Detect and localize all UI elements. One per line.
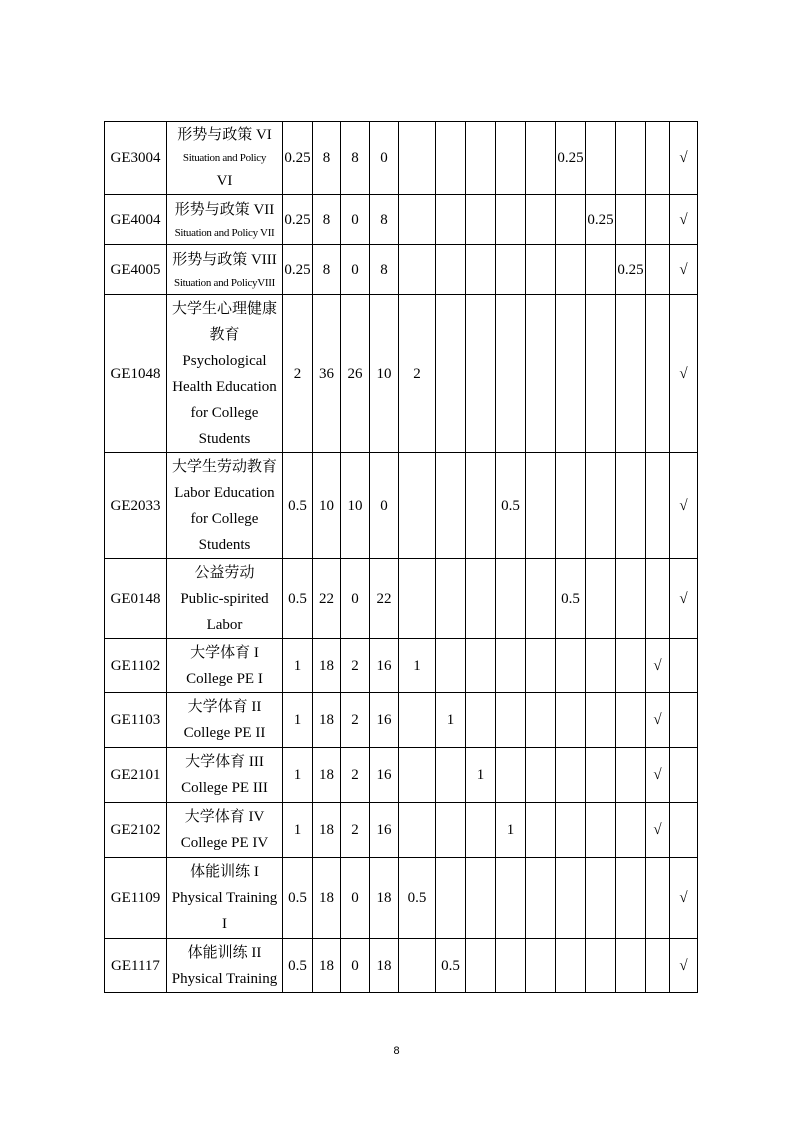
course-name-line: Physical Training [171,970,278,987]
table-cell: 16 [370,639,399,693]
table-cell [556,295,586,453]
table-cell: 2 [341,639,370,693]
table-row [105,748,698,803]
table-cell [526,939,556,993]
table-row [105,693,698,748]
table-cell [526,693,556,748]
course-name [167,639,283,693]
table-cell: 18 [313,639,341,693]
table-cell [556,195,586,245]
table-cell: √ [646,693,670,748]
table-cell [646,939,670,993]
table-cell [436,295,466,453]
course-name-line: 大学生劳动教育 [171,458,277,475]
table-cell [586,693,616,748]
table-cell [466,453,496,559]
course-name [167,748,283,803]
table-cell [616,693,646,748]
table-cell: √ [670,195,698,245]
table-cell: 0.5 [283,939,313,993]
table-cell [616,748,646,803]
table-cell [646,245,670,295]
table-cell: 10 [370,295,399,453]
course-name [167,803,283,858]
table-cell [556,803,586,858]
course-name-line: College PE I [186,670,263,687]
course-code: GE4004 [105,195,167,245]
table-cell [586,858,616,939]
course-name [167,939,283,993]
table-cell [616,295,646,453]
table-cell [496,639,526,693]
course-name-line: Students [198,430,251,447]
table-cell [586,453,616,559]
course-code: GE1103 [105,693,167,748]
course-name-line: 大学体育 III [185,754,264,770]
table-cell: 18 [370,939,399,993]
course-name-line: 体能训练 I [190,864,259,880]
table-cell [556,245,586,295]
table-row [105,559,698,639]
table-cell: 0.25 [283,245,313,295]
table-cell: √ [670,939,698,993]
table-cell [616,195,646,245]
table-cell [399,453,436,559]
course-name [167,122,283,195]
course-name-line: for College [190,404,259,421]
table-cell: 0 [341,195,370,245]
table-cell [526,748,556,803]
course-name-line: College PE II [183,725,266,741]
course-code: GE2102 [105,803,167,858]
course-name-english: Situation and PolicyVIII [174,276,275,289]
table-cell [496,295,526,453]
table-cell: 18 [313,748,341,803]
table-cell [436,803,466,858]
table-row [105,195,698,245]
table-cell [526,639,556,693]
table-cell: 10 [341,453,370,559]
course-name-line: 体能训练 II [187,944,262,961]
course-name-line: College PE III [181,780,268,796]
table-cell [526,803,556,858]
table-cell: 0.25 [283,122,313,195]
table-cell [496,195,526,245]
table-cell [526,245,556,295]
table-cell [616,939,646,993]
table-cell [496,245,526,295]
table-cell [526,559,556,639]
course-name-line: Health Education [172,378,277,395]
table-cell: 0 [341,559,370,639]
table-cell: 1 [283,639,313,693]
course-code: GE2033 [105,453,167,559]
course-name-english: Situation and Policy VII [174,226,275,239]
table-cell [399,693,436,748]
table-cell: √ [670,122,698,195]
table-cell: 2 [341,748,370,803]
table-cell [646,195,670,245]
table-row [105,245,698,295]
table-cell [466,803,496,858]
table-body [105,122,698,993]
course-name-line: I [222,916,227,932]
table-cell [496,693,526,748]
table-cell [436,559,466,639]
table-cell: 16 [370,803,399,858]
table-cell [556,453,586,559]
course-name-line: 大学体育 I [190,644,259,661]
table-cell: √ [670,559,698,639]
course-name [167,295,283,453]
table-cell [399,195,436,245]
course-name-line: College PE IV [180,835,269,851]
table-cell: 0.5 [283,858,313,939]
table-cell: 36 [313,295,341,453]
course-name [167,195,283,245]
table-cell [436,195,466,245]
table-cell [556,693,586,748]
table-cell: 8 [341,122,370,195]
table-cell [496,939,526,993]
table-cell: 0.5 [556,559,586,639]
table-cell: 16 [370,748,399,803]
course-name-line: Physical Training [171,890,278,906]
course-name-tail: VI [216,173,233,189]
table-cell [399,939,436,993]
table-cell [616,559,646,639]
table-cell [496,858,526,939]
table-cell: 16 [370,693,399,748]
table-cell [399,803,436,858]
table-cell: 0.5 [436,939,466,993]
table-cell: 1 [436,693,466,748]
course-name [167,559,283,639]
table-cell: 0.5 [399,858,436,939]
table-cell [586,245,616,295]
table-cell: 0.5 [283,453,313,559]
table-cell: √ [670,245,698,295]
course-name-line: 形势与政策 VI [177,127,272,143]
table-cell [646,559,670,639]
table-cell: 0 [341,858,370,939]
table-cell: 0.5 [283,559,313,639]
table-row [105,939,698,993]
table-cell [670,803,698,858]
table-cell: 8 [313,245,341,295]
table-cell: 2 [341,803,370,858]
table-cell: 18 [313,693,341,748]
table-cell: 1 [283,693,313,748]
table-cell [616,122,646,195]
table-cell [436,453,466,559]
table-cell: 0.25 [556,122,586,195]
table-cell [526,122,556,195]
page-number: 8 [393,1045,400,1057]
table-cell: 8 [313,122,341,195]
table-row [105,639,698,693]
course-code: GE3004 [105,122,167,195]
table-cell [556,858,586,939]
table-cell [466,245,496,295]
table-cell: 18 [313,803,341,858]
table-cell [586,939,616,993]
table-cell [399,748,436,803]
course-code: GE4005 [105,245,167,295]
table-cell [586,803,616,858]
table-cell [496,748,526,803]
table-cell: 1 [496,803,526,858]
course-name-line: 大学体育 IV [184,809,265,825]
table-cell: 8 [370,195,399,245]
table-cell: 0 [370,122,399,195]
course-code: GE1102 [105,639,167,693]
table-cell [646,858,670,939]
course-name-line: 大学生心理健康 [171,300,277,317]
table-cell [399,245,436,295]
table-cell [646,295,670,453]
course-name-line: 公益劳动 [194,564,255,581]
table-cell [586,559,616,639]
course-table [104,121,698,993]
table-cell: 0.5 [496,453,526,559]
table-cell [670,748,698,803]
table-cell: √ [670,295,698,453]
table-cell [616,803,646,858]
table-cell [466,122,496,195]
table-cell: 18 [370,858,399,939]
table-cell: √ [670,453,698,559]
table-cell [556,939,586,993]
table-cell: √ [646,639,670,693]
table-row [105,295,698,453]
course-name-line: Psychological [182,352,267,369]
table-cell: 2 [283,295,313,453]
course-name-line: 大学体育 II [187,699,262,715]
table-cell [646,122,670,195]
table-cell: 2 [341,693,370,748]
table-cell [496,122,526,195]
table-cell [399,122,436,195]
table-cell: 0.25 [586,195,616,245]
table-cell [586,639,616,693]
course-name-line: 形势与政策 VII [174,201,275,218]
table-cell [526,295,556,453]
table-cell: 10 [313,453,341,559]
table-cell: 1 [283,803,313,858]
table-cell [646,453,670,559]
table-cell: 1 [466,748,496,803]
table-cell [526,195,556,245]
course-code: GE1048 [105,295,167,453]
table-cell [586,748,616,803]
table-cell: √ [670,858,698,939]
table-cell [616,858,646,939]
table-cell: 8 [370,245,399,295]
table-cell [466,939,496,993]
table-row [105,858,698,939]
table-cell [466,693,496,748]
table-row [105,453,698,559]
table-cell [670,639,698,693]
table-cell: 0 [341,245,370,295]
table-cell: 18 [313,858,341,939]
table-cell [466,195,496,245]
table-cell [436,748,466,803]
course-name-line: for College [190,510,259,527]
course-name [167,693,283,748]
table-cell [466,559,496,639]
table-cell [466,858,496,939]
table-cell: √ [646,748,670,803]
course-code: GE1117 [105,939,167,993]
table-cell [436,639,466,693]
table-cell: 26 [341,295,370,453]
table-cell [466,295,496,453]
course-name-line: 教育 [209,326,240,343]
course-name-line: Students [198,536,251,553]
table-cell: 22 [313,559,341,639]
table-cell: 18 [313,939,341,993]
table-cell: 22 [370,559,399,639]
table-cell [399,559,436,639]
table-row [105,803,698,858]
course-name-line: Public-spirited [180,590,269,607]
table-cell: √ [646,803,670,858]
course-name-line: Labor Education [174,484,275,501]
table-cell: 1 [283,748,313,803]
table-row [105,122,698,195]
table-cell [616,639,646,693]
table-cell [556,639,586,693]
course-code: GE1109 [105,858,167,939]
table-cell [436,858,466,939]
course-code: GE2101 [105,748,167,803]
table-cell: 0.25 [616,245,646,295]
table-cell [436,122,466,195]
table-cell [436,245,466,295]
table-cell: 0.25 [283,195,313,245]
table-cell [526,858,556,939]
course-name [167,858,283,939]
course-name-line: 形势与政策 VIII [172,251,277,268]
table-cell [586,122,616,195]
course-code: GE0148 [105,559,167,639]
table-cell [526,453,556,559]
course-name [167,453,283,559]
table-cell [586,295,616,453]
course-name-english: Situation and Policy [182,152,267,164]
table-cell: 1 [399,639,436,693]
course-name-line: Labor [206,616,243,633]
table-cell: 8 [313,195,341,245]
table-cell [496,559,526,639]
table-cell [616,453,646,559]
table-cell: 0 [370,453,399,559]
course-name [167,245,283,295]
table-cell [466,639,496,693]
table-cell [670,693,698,748]
table-cell [556,748,586,803]
table-cell: 2 [399,295,436,453]
table-cell: 0 [341,939,370,993]
